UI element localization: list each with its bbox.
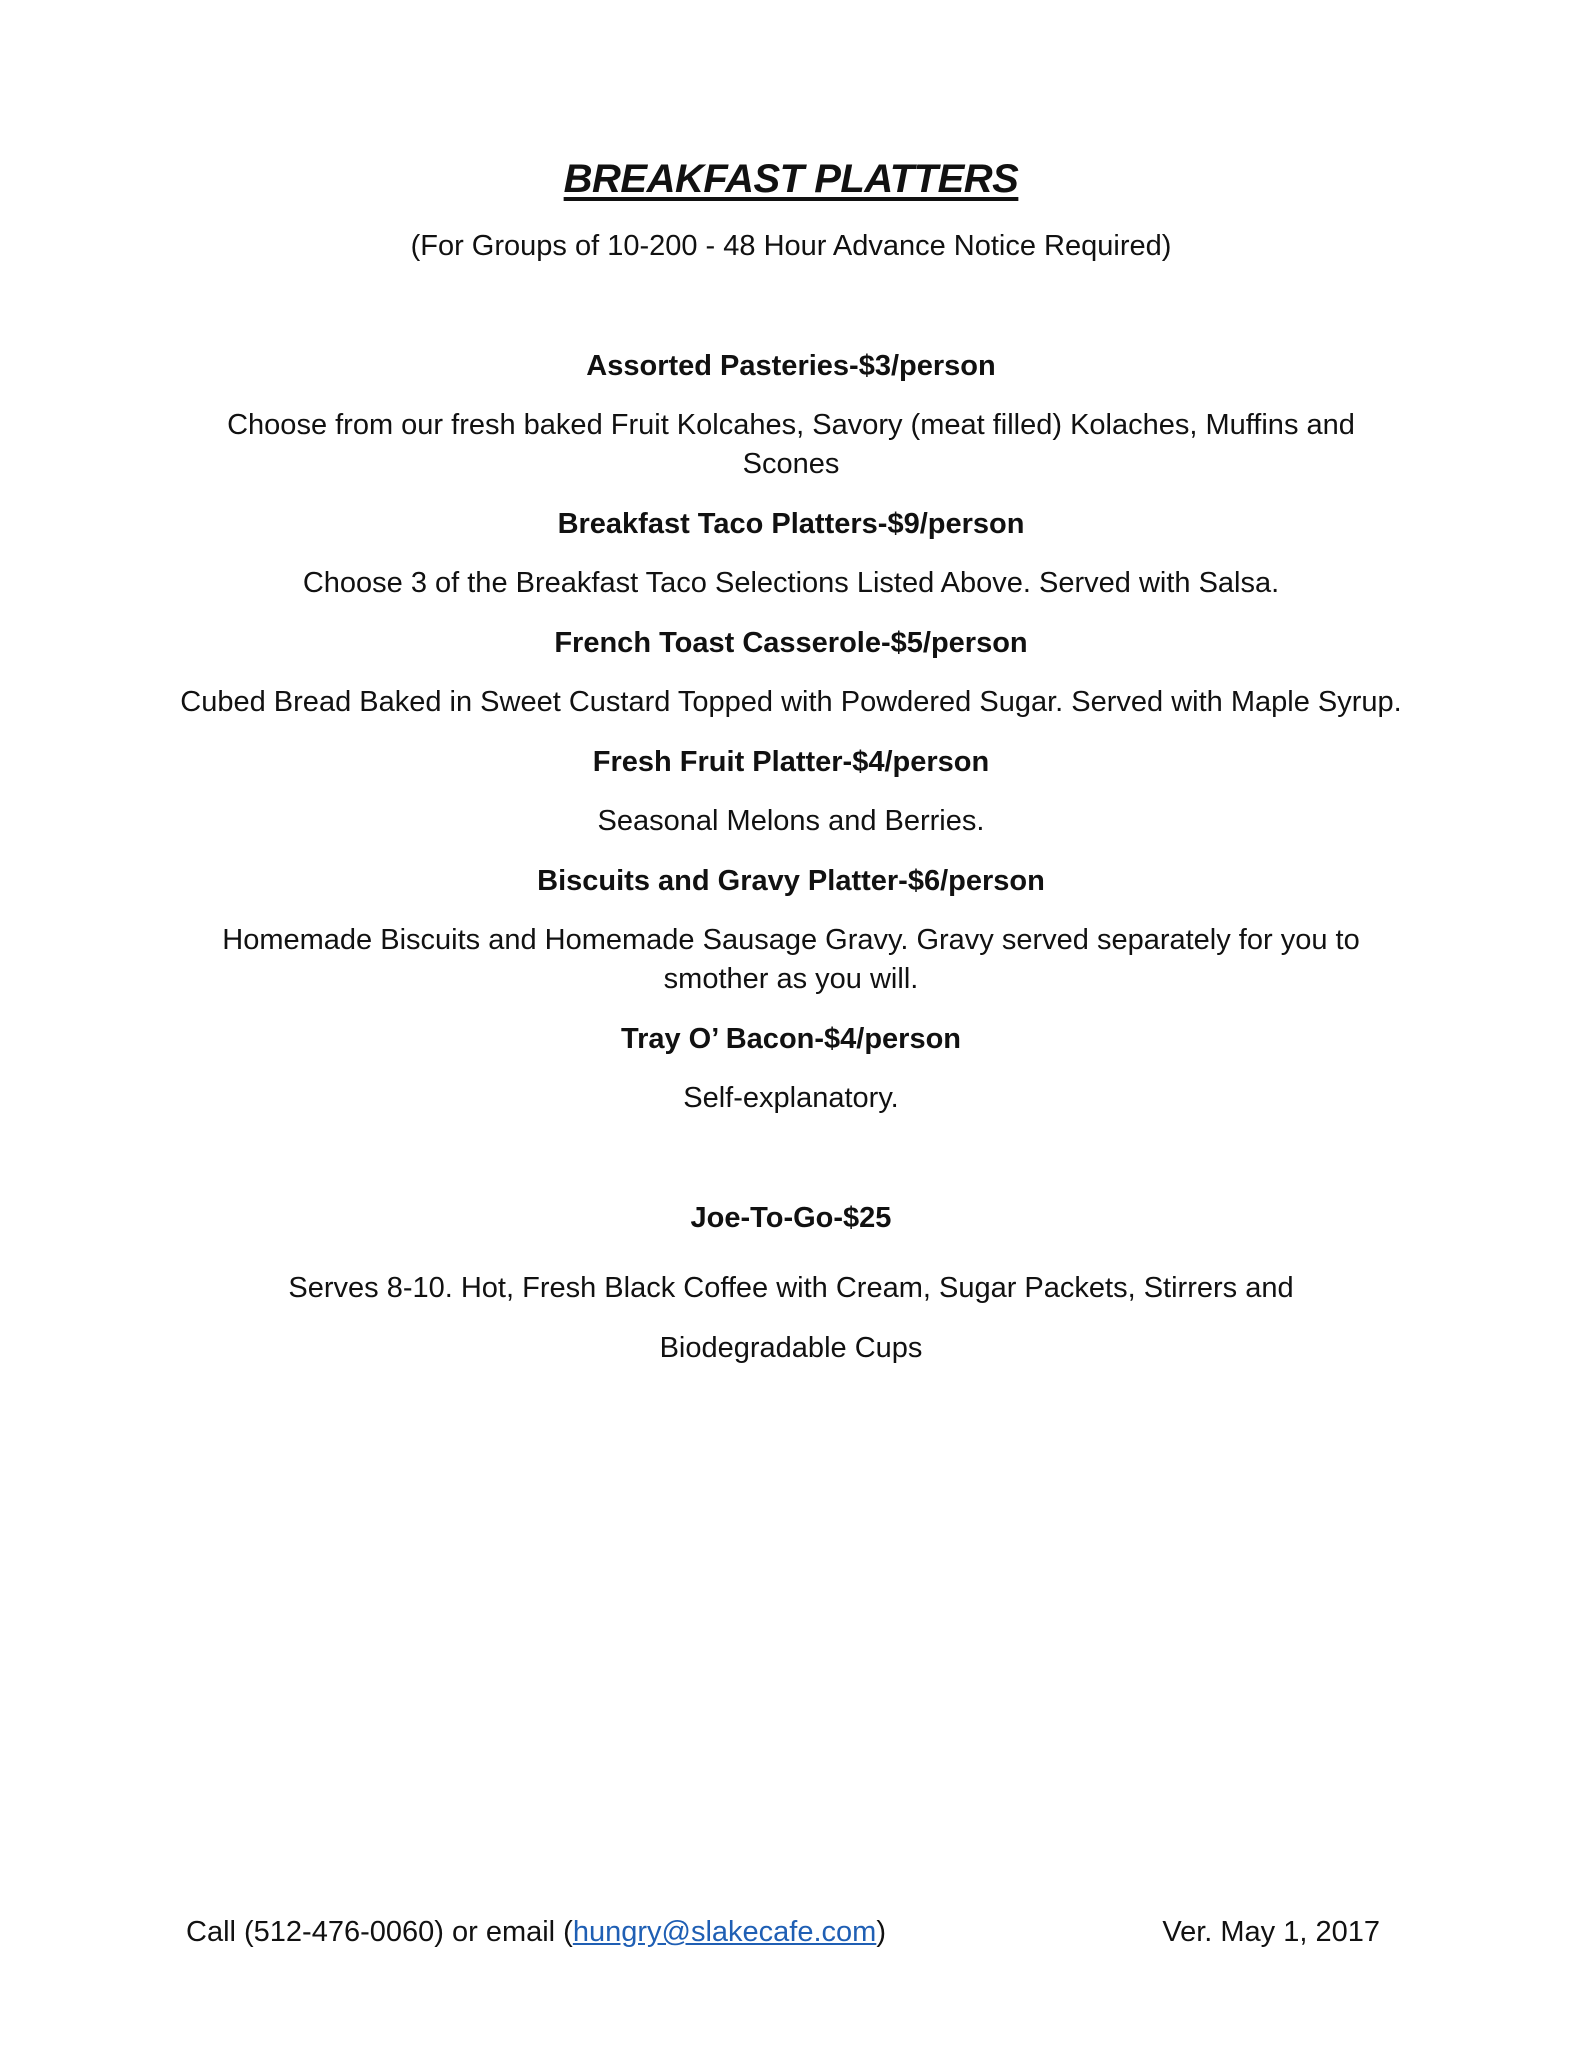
page-subtitle: (For Groups of 10-200 - 48 Hour Advance Notice Required) — [410, 230, 1172, 262]
menu-item — [180, 346, 1402, 484]
menu-item — [180, 1019, 1402, 1118]
item-heading: Tray O’ Bacon-$4/person — [620, 1023, 962, 1055]
item-heading: French Toast Casserole-$5/person — [554, 627, 1028, 659]
joe-to-go-item — [180, 1198, 1402, 1378]
menu-item — [180, 742, 1402, 841]
item-description: Homemade Biscuits and Homemade Sausage Gravy. Gravy served separately for you to smother as you will. — [222, 924, 1360, 995]
contact-prefix: Call (512-476-0060) or email ( — [186, 1916, 573, 1948]
item-description: Serves 8-10. Hot, Fresh Black Coffee with Cream, Sugar Packets, Stirrers and Biodegradable Cups — [288, 1272, 1294, 1364]
item-description: Cubed Bread Baked in Sweet Custard Topped with Powdered Sugar. Served with Maple Syrup. — [180, 686, 1402, 718]
contact-suffix: ) — [876, 1916, 886, 1948]
menu-item — [180, 861, 1402, 999]
section-spacer — [180, 1138, 1402, 1198]
version-label: Ver. May 1, 2017 — [1162, 1916, 1380, 1948]
menu-list — [180, 346, 1402, 1378]
item-heading: Breakfast Taco Platters-$9/person — [557, 508, 1025, 540]
item-description: Seasonal Melons and Berries. — [597, 805, 985, 837]
item-heading: Fresh Fruit Platter-$4/person — [592, 746, 990, 778]
item-description: Choose from our fresh baked Fruit Kolcahes, Savory (meat filled) Kolaches, Muffins and Scones — [227, 409, 1355, 480]
item-heading: Joe-To-Go-$25 — [690, 1202, 892, 1234]
item-heading: Biscuits and Gravy Platter-$6/person — [537, 865, 1045, 897]
item-description: Self-explanatory. — [683, 1082, 899, 1114]
menu-item — [180, 504, 1402, 603]
footer — [186, 1912, 1380, 1952]
menu-item — [180, 623, 1402, 722]
item-heading: Assorted Pasteries-$3/person — [586, 350, 996, 382]
contact-info — [186, 1912, 886, 1952]
email-link[interactable]: hungry@slakecafe.com — [572, 1916, 877, 1948]
page-title: BREAKFAST PLATTERS — [563, 157, 1019, 201]
item-description: Choose 3 of the Breakfast Taco Selections Listed Above. Served with Salsa. — [302, 567, 1280, 599]
